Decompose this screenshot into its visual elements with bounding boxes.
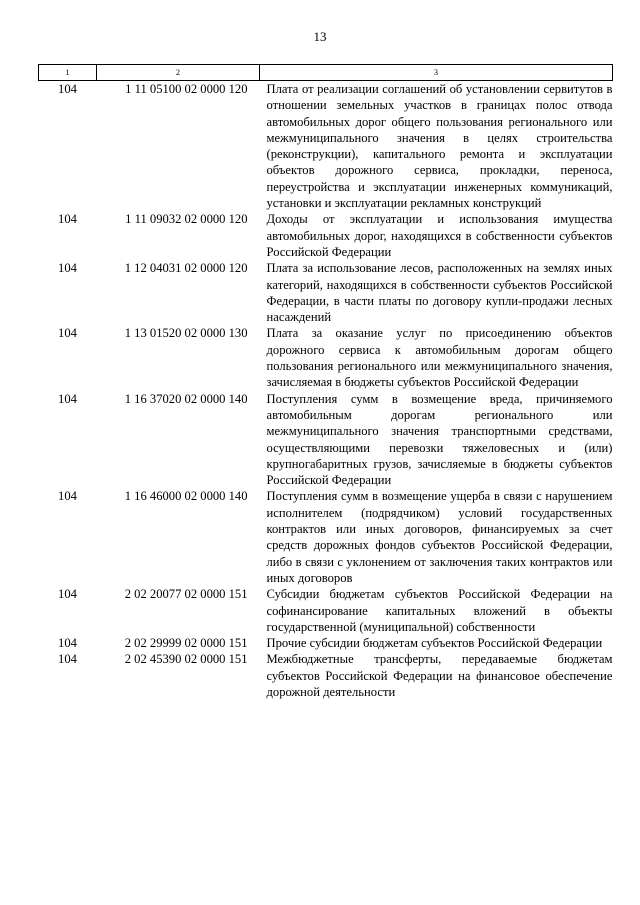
- revenue-code-cell: 1 16 46000 02 0000 140: [124, 489, 248, 504]
- revenue-code-cell: 1 11 09032 02 0000 120: [125, 212, 248, 227]
- admin-code-cell: 104: [58, 212, 77, 227]
- table-row: [39, 586, 613, 635]
- admin-code-cell: 104: [58, 652, 77, 667]
- revenue-name-cell: Доходы от эксплуатации и использования имущества автомобильных дорог, находящихся в собственности субъектов Российской Федерации: [266, 212, 613, 259]
- table-row: [39, 260, 613, 325]
- admin-code-cell: 104: [58, 587, 77, 602]
- revenue-code-cell: 2 02 20077 02 0000 151: [124, 587, 248, 602]
- revenue-name-cell: Прочие субсидии бюджетам субъектов Российской Федерации: [266, 636, 603, 651]
- revenue-code-cell: 2 02 29999 02 0000 151: [124, 636, 248, 651]
- admin-code-cell: 104: [58, 326, 77, 341]
- revenue-name-cell: Плата за использование лесов, расположенных на землях иных категорий, находящихся в собственности субъектов Российской Федерации, в части платы по договору купли-продажи лесных насаждений: [266, 261, 613, 325]
- table-row: [39, 488, 613, 586]
- revenue-code-cell: 2 02 45390 02 0000 151: [124, 652, 248, 667]
- revenue-name-cell: Поступления сумм в возмещение ущерба в связи с нарушением исполнителем (подрядчиком) условий государственных контрактов или иных договоров, финансируемых за счет средств дорожных фондов субъектов Российской Федерации, либо в связи с уклонением от заключения таких контрактов или иных договоров: [266, 489, 613, 585]
- column-header-1: 1: [39, 65, 97, 81]
- page-number: 13: [313, 29, 327, 44]
- revenue-name-cell: Субсидии бюджетам субъектов Российской Федерации на софинансирование капитальных вложений в объекты государственной (муниципальной) собственности: [266, 587, 613, 634]
- revenue-name-cell: Плата за оказание услуг по присоединению объектов дорожного сервиса к автомобильным дорогам общего пользования регионального или межмуниципального значения, зачисляемая в бюджеты субъектов Российской Федерации: [266, 326, 613, 390]
- table-row: [39, 211, 613, 260]
- column-header-2: 2: [97, 65, 260, 81]
- admin-code-cell: 104: [58, 636, 77, 651]
- table-header-row: [39, 65, 613, 81]
- table-row: [39, 651, 613, 700]
- table-row: [39, 391, 613, 489]
- revenue-code-cell: 1 16 37020 02 0000 140: [124, 391, 248, 406]
- revenue-code-cell: 1 12 04031 02 0000 120: [124, 261, 248, 276]
- table-row: [39, 325, 613, 390]
- admin-code-cell: 104: [58, 489, 77, 504]
- admin-code-cell: 104: [58, 261, 77, 276]
- table-row: [39, 635, 613, 651]
- revenue-name-cell: Межбюджетные трансферты, передаваемые бюджетам субъектов Российской Федерации на финансовое обеспечение дорожной деятельности: [266, 652, 613, 699]
- revenue-name-cell: Плата от реализации соглашений об установлении сервитутов в отношении земельных участков в границах полос отвода автомобильных дорог общего пользования регионального или межмуниципального значения в целях строительства (реконструкции), капитального ремонта и эксплуатации объектов дорожного сервиса, прокладки, переноса, переустройства и эксплуатации инженерных коммуникаций, установки и эксплуатации рекламных конструкций: [266, 82, 613, 211]
- revenue-code-cell: 1 11 05100 02 0000 120: [125, 82, 248, 96]
- column-header-3: 3: [260, 65, 613, 81]
- revenue-name-cell: Поступления сумм в возмещение вреда, причиняемого автомобильным дорогам регионального или межмуниципального значения транспортными средствами, осуществляющими перевозки тяжеловесных и (или) крупногабаритных грузов, зачисляемые в бюджеты субъектов Российской Федерации: [266, 391, 613, 488]
- table-row: [39, 81, 613, 212]
- admin-code-cell: 104: [58, 82, 77, 96]
- revenue-codes-table: [38, 64, 613, 700]
- admin-code-cell: 104: [58, 391, 77, 406]
- revenue-code-cell: 1 13 01520 02 0000 130: [124, 326, 248, 341]
